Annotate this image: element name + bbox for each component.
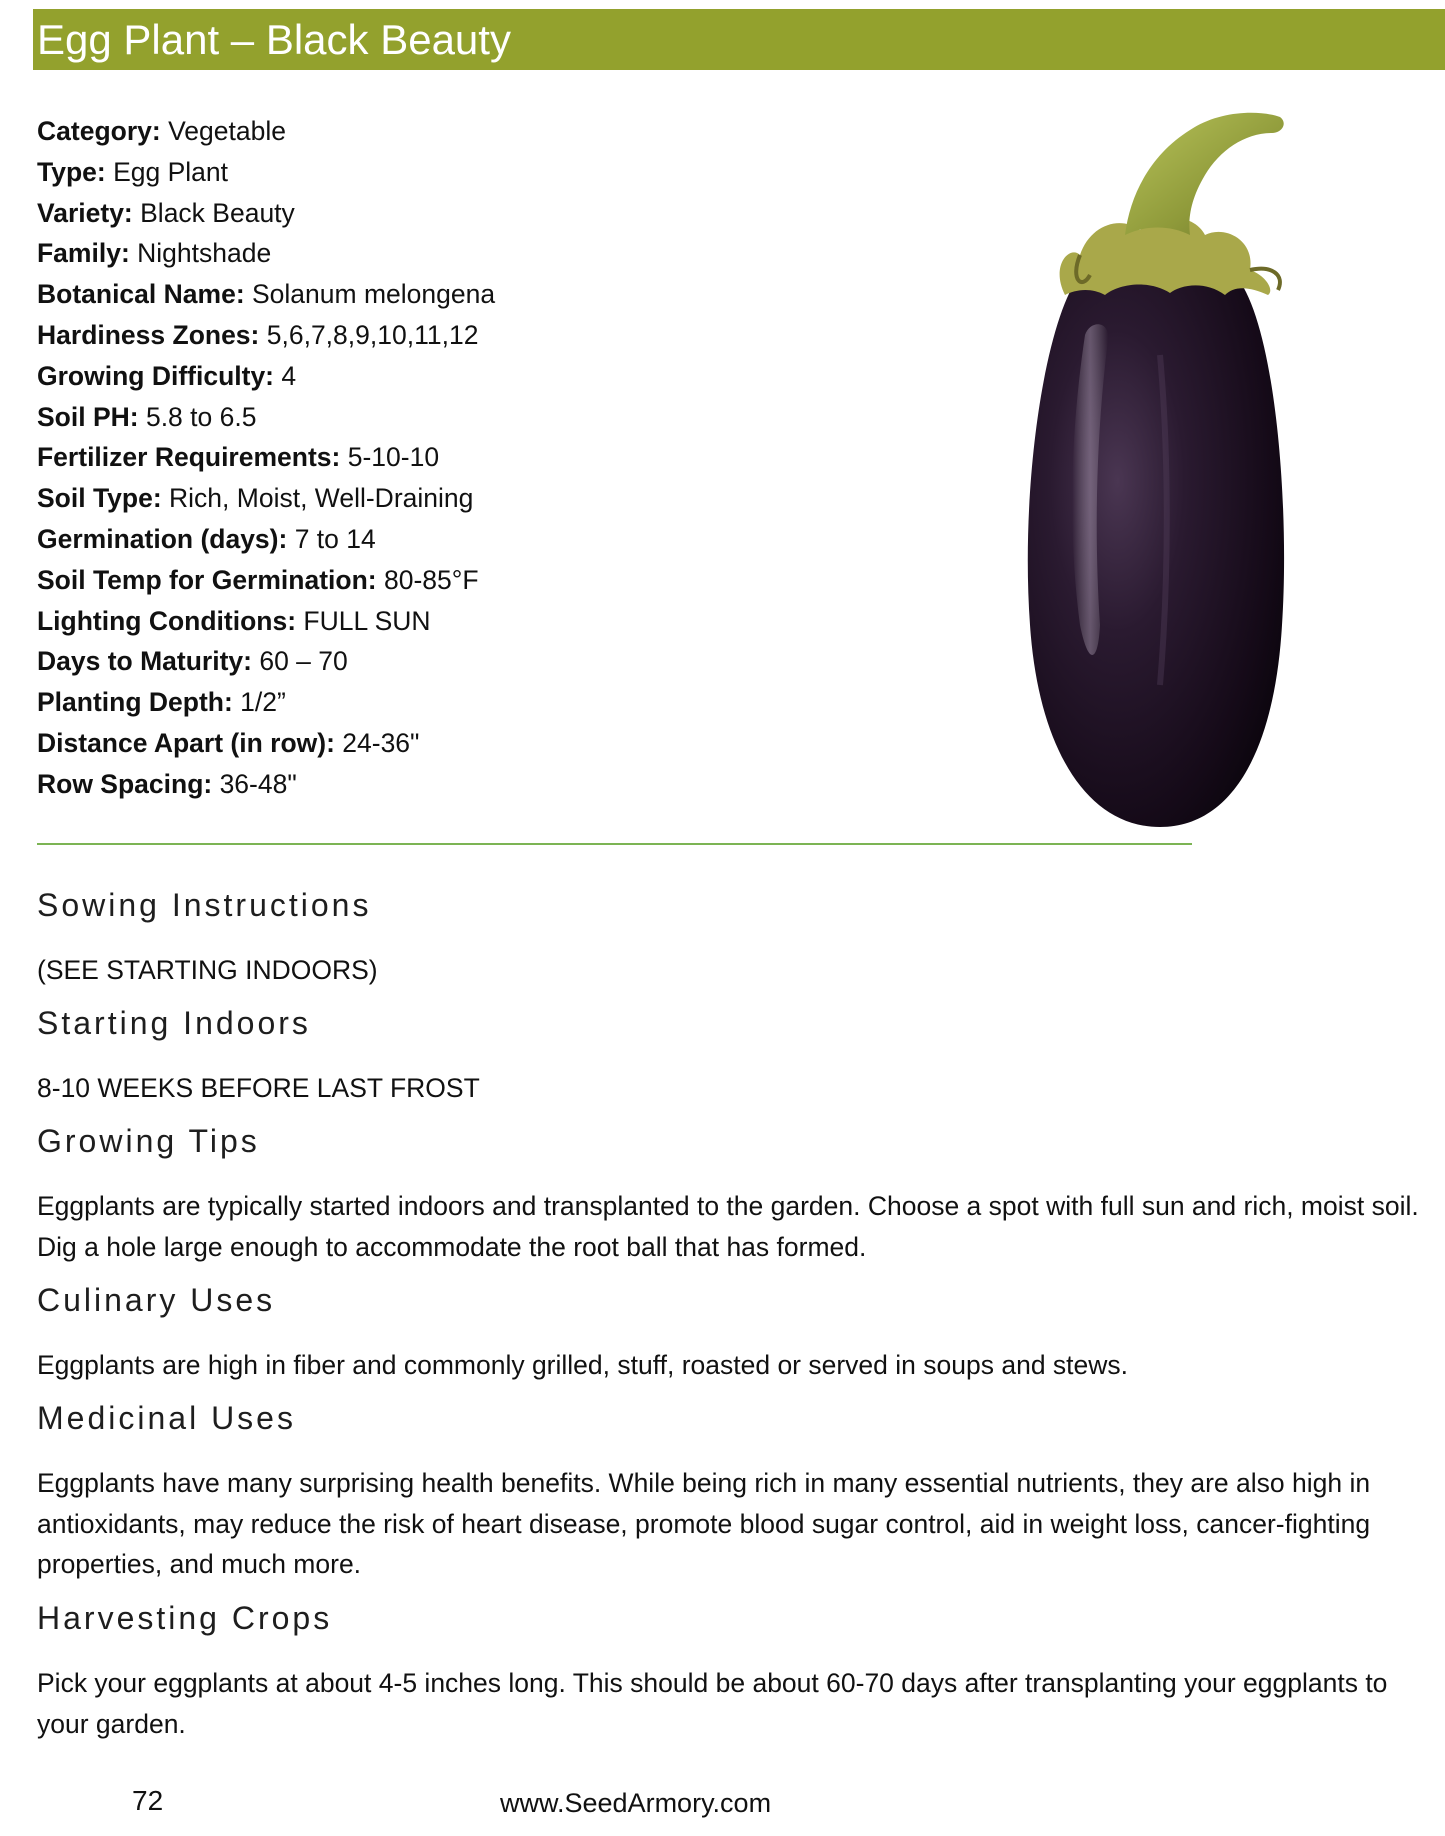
attr-variety (37, 193, 797, 234)
attr-value: 7 to 14 (287, 523, 376, 554)
attr-label: Soil PH: (37, 401, 139, 432)
attr-row-spacing (37, 764, 797, 805)
attr-label: Row Spacing: (37, 768, 213, 799)
attr-category (37, 111, 797, 152)
attr-fertilizer (37, 437, 797, 478)
heading-culinary: Culinary Uses (37, 1282, 276, 1318)
attr-value: Rich, Moist, Well-Draining (161, 483, 474, 514)
attr-family (37, 233, 797, 274)
attribute-list (37, 111, 797, 805)
attr-label: Distance Apart (in row): (37, 727, 335, 758)
section-divider (37, 843, 1192, 845)
attr-soil-type (37, 478, 797, 519)
attr-label: Soil Type: (37, 483, 162, 514)
heading-starting: Starting Indoors (37, 1005, 311, 1041)
page-title: Egg Plant – Black Beauty (37, 16, 511, 63)
body-harvesting: Pick your eggplants at about 4-5 inches long. This should be about 60-70 days after transplanting your eggplants to your garden. (37, 1668, 1388, 1739)
title-bar (33, 9, 1445, 70)
attr-label: Category: (37, 116, 161, 146)
attr-label: Hardiness Zones: (37, 319, 260, 350)
attr-label: Days to Maturity: (37, 646, 252, 677)
attr-value: 60 – 70 (251, 646, 348, 677)
attr-lighting (37, 601, 797, 642)
attr-planting-depth (37, 682, 797, 723)
attr-distance-apart (37, 723, 797, 764)
attr-value: Black Beauty (132, 197, 295, 228)
attr-label: Variety: (37, 197, 133, 228)
eggplant-image (1010, 105, 1340, 835)
heading-medicinal: Medicinal Uses (37, 1400, 296, 1436)
attr-germination-days (37, 519, 797, 560)
attr-value: 5-10-10 (340, 442, 440, 473)
attr-days-to-maturity (37, 641, 797, 682)
heading-sowing: Sowing Instructions (37, 887, 372, 923)
attr-growing-difficulty (37, 356, 797, 397)
attr-label: Botanical Name: (37, 279, 245, 310)
attr-label: Soil Temp for Germination: (37, 564, 377, 595)
footer-website: www.SeedArmory.com (500, 1788, 772, 1818)
body-sowing: (SEE STARTING INDOORS) (37, 955, 378, 985)
attr-value: 5.8 to 6.5 (138, 401, 257, 432)
attr-label: Family: (37, 238, 130, 269)
attr-label: Growing Difficulty: (37, 360, 275, 391)
attr-value: 5,6,7,8,9,10,11,12 (259, 319, 479, 350)
attr-value: FULL SUN (296, 605, 431, 636)
attr-value: Egg Plant (105, 156, 228, 187)
attr-value: Nightshade (129, 238, 272, 269)
attr-value: Vegetable (160, 116, 286, 146)
attr-soil-ph (37, 397, 797, 438)
attr-value: 24-36" (334, 727, 420, 758)
attr-value: 80-85°F (376, 564, 479, 595)
body-medicinal: Eggplants have many surprising health benefits. While being rich in many essential nutrients, they are also high in antioxidants, may reduce the risk of heart disease, promote blood sugar control, aid in weight loss, cancer-fighting properties, and much more. (37, 1468, 1371, 1579)
page-number: 72 (132, 1785, 164, 1816)
attr-label: Planting Depth: (37, 687, 233, 718)
body-growing: Eggplants are typically started indoors and transplanted to the garden. Choose a spot with full sun and rich, moist soil. Dig a hole large enough to accommodate the root ball that has formed. (37, 1191, 1419, 1262)
attr-label: Germination (days): (37, 523, 288, 554)
attr-value: Solanum melongena (244, 279, 496, 310)
attr-value: 36-48" (212, 768, 297, 799)
body-culinary: Eggplants are high in fiber and commonly grilled, stuff, roasted or served in soups and stews. (37, 1350, 1129, 1380)
heading-harvesting: Harvesting Crops (37, 1600, 333, 1636)
body-starting: 8-10 WEEKS BEFORE LAST FROST (37, 1073, 480, 1103)
attr-value: 1/2” (232, 687, 286, 718)
attr-type (37, 152, 797, 193)
attr-label: Fertilizer Requirements: (37, 442, 341, 473)
attr-hardiness-zones (37, 315, 797, 356)
attr-value: 4 (274, 360, 297, 391)
attr-botanical-name (37, 274, 797, 315)
attr-label: Type: (37, 156, 106, 187)
attr-label: Lighting Conditions: (37, 605, 297, 636)
heading-growing: Growing Tips (37, 1123, 260, 1159)
attr-soil-temp (37, 560, 797, 601)
